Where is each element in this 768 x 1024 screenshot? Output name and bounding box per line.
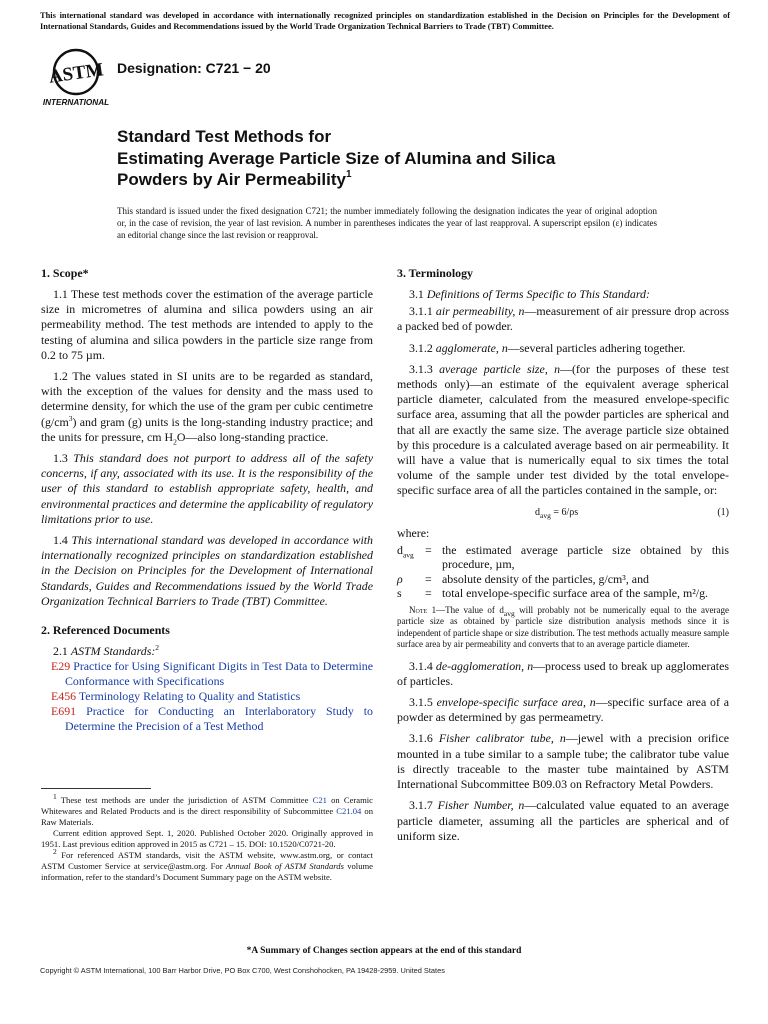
copyright-line: Copyright © ASTM International, 100 Barr Harbor Drive, PO Box C700, West Conshohocken, PA 19428-2959. United States — [40, 966, 445, 975]
footnote-1: $^1$ These test methods are under the jurisdiction of ASTM Committee C21 on Ceramic Whitewares and Related Products and is the direct responsibility of Subcommittee C21.04 on Raw Materials. — [41, 792, 373, 827]
reference-item[interactable]: E691 Practice for Conducting an Interlaboratory Study to Determine the Precision of a Test Method — [51, 704, 373, 734]
title-footnote-mark: 1 — [345, 169, 352, 180]
designation: Designation: C721 − 20 — [117, 60, 271, 76]
variable-definitions — [397, 543, 729, 601]
term-3-1-2: 3.1.2 agglomerate, n—several particles adhering together. — [409, 340, 686, 355]
astm-standards-label: 2.1 ASTM Standards:$^2$ — [53, 643, 160, 659]
definition-row: ρ = absolute density of the particles, g/cm³, and — [397, 571, 649, 586]
scope-1-2: 1.2 The values stated in SI units are to be regarded as standard, with the exception of the values for density and the mass used to determine density, for which the use of the gram per cubic centimetre $(g/cm^3)$ and gram (g) units is the long-standing industry practice; and the units for pressure, cm $H_2O—also$ long-standing practice. — [41, 369, 373, 447]
international-standard-notice: This international standard was developed in accordance with internationally recognized principles on standardization established in the Decision on Principles for the Development of International Standards, Guides and Recommendations issued by the World Trade Organization Technical Barriers to Trade (TBT) Committee. — [40, 11, 730, 31]
astm-logo — [40, 46, 112, 108]
definition-row: $d_{avg}$ = the estimated average particle size obtained by this procedure, µm, — [397, 543, 729, 572]
summary-of-changes-note: *A Summary of Changes section appears at the end of this standard — [246, 946, 522, 956]
term-3-1-7: 3.1.7 Fisher Number, n—calculated value equated to an average particle diameter, assuming all the particles are spherical and of uniform size. — [397, 798, 729, 843]
subcommittee-link[interactable]: C21.04 — [336, 806, 362, 816]
scope-1-3: 1.3 This standard does not purport to address all of the safety concerns, if any, associated with its use. It is the responsibility of the user of this standard to establish appropriate safety, health, and environmental practices and determine the applicability of regulatory limitations prior to use. — [41, 451, 373, 526]
term-3-1-6: 3.1.6 Fisher calibrator tube, n—jewel with a precision orifice mounted in a tube similar to a sample tube; the calibrator tube value is directly traceable to the master tube maintained by ASTM International Subcommittee B09.03 on Refractory Metal Powders. — [397, 731, 729, 792]
footnotes — [41, 788, 373, 883]
svg-text:ASTM: ASTM — [47, 59, 105, 88]
left-column — [41, 266, 373, 734]
equation-1 — [397, 505, 729, 520]
title-line-2: Estimating Average Particle Size of Alumina and Silica — [117, 148, 556, 168]
scope-1-1: 1.1 These test methods cover the estimation of the average particle size in micrometres of alumina and silica powders using an air permeability method. The test methods are intended to apply to the testing of alumina and silica powders in the particle size range from 0.2 to 75 µm. — [41, 287, 373, 362]
note-1: Note 1—The value of $d_{avg}$ will probably not be numerically equal to the average particle size as obtained by particle size distribution analysis methods since it is independent of particle shape or size distribution. The test methods actually measure sample surface area by air permeability and converts that to an average particle diameter. — [397, 604, 729, 650]
term-3-1-3: 3.1.3 average particle size, n—(for the purposes of these test methods only)—an estimate of the equivalent average spherical particle diameter, calculated from the measured envelope-specific surface area, assuming that all the powder particles are spherical and that all are exactly the same size. The average particle size obtained by this procedure is a calculated average based on air permeability. It will have a value that is numerically equal to six times the total volume of the sample under test divided by the total envelope-specific surface area of all the particles contained in the sample, or: — [397, 361, 729, 498]
astm-logo-wordmark: INTERNATIONAL — [42, 98, 110, 107]
where-label: where: — [397, 525, 430, 540]
scope-heading: 1. Scope* — [41, 266, 89, 280]
reference-item[interactable]: E456 Terminology Relating to Quality and Statistics — [51, 689, 301, 704]
footnote-rule — [41, 788, 151, 789]
terminology-heading: 3. Terminology — [397, 266, 473, 280]
reference-item[interactable]: E29 Practice for Using Significant Digits in Test Data to Determine Conformance with Specifications — [51, 659, 373, 689]
footnote-2: $^2$ For referenced ASTM standards, visit the ASTM website, www.astm.org, or contact ASTM Customer Service at service@astm.org. For Annual Book of ASTM Standards volume information, refer to the standard’s Document Summary page on the ASTM website. — [41, 847, 373, 882]
title-line-1: Standard Test Methods for — [117, 127, 332, 146]
committee-link[interactable]: C21 — [312, 795, 327, 805]
equation-number: (1) — [717, 506, 729, 518]
definition-row: s = total envelope-specific surface area of the sample, m²/g. — [397, 586, 709, 601]
scope-1-4: 1.4 This international standard was developed in accordance with internationally recognized principles on standardization established in the Decision on Principles for the Development of International Standards, Guides and Recommendations issued by the World Trade Organization Technical Barriers to Trade (TBT) Committee. — [41, 533, 373, 608]
term-3-1-4: 3.1.4 de-agglomeration, n—process used to break up agglomerates of particles. — [397, 658, 729, 688]
title-line-3: Powders by Air Permeability$^1$ — [117, 169, 352, 189]
document-title — [117, 126, 677, 191]
footnote-1-edition: Current edition approved Sept. 1, 2020. Published October 2020. Originally approved in 1951. Last previous edition approved in 2015 as C721 – 15. DOI: 10.1520/C0721-20. — [41, 828, 373, 849]
term-3-1: 3.1 Definitions of Terms Specific to This Standard: — [409, 287, 650, 301]
intro-paragraph: This standard is issued under the fixed designation C721; the number immediately following the designation indicates the year of original adoption or, in the case of revision, the year of last revision. A number in parentheses indicates the year of last reapproval. A superscript epsilon (ε) indicates an editorial change since the last revision or reapproval. — [117, 206, 657, 240]
term-3-1-5: 3.1.5 envelope-specific surface area, n—specific surface area of a powder as determined by gas permeametry. — [397, 695, 729, 725]
term-3-1-1: 3.1.1 air permeability, n—measurement of air pressure drop across a packed bed of powder. — [397, 304, 729, 334]
right-column — [397, 266, 729, 850]
equation-expression: $d_{avg} = 6/\rho s$ — [535, 506, 579, 520]
referenced-documents-heading: 2. Referenced Documents — [41, 623, 170, 638]
